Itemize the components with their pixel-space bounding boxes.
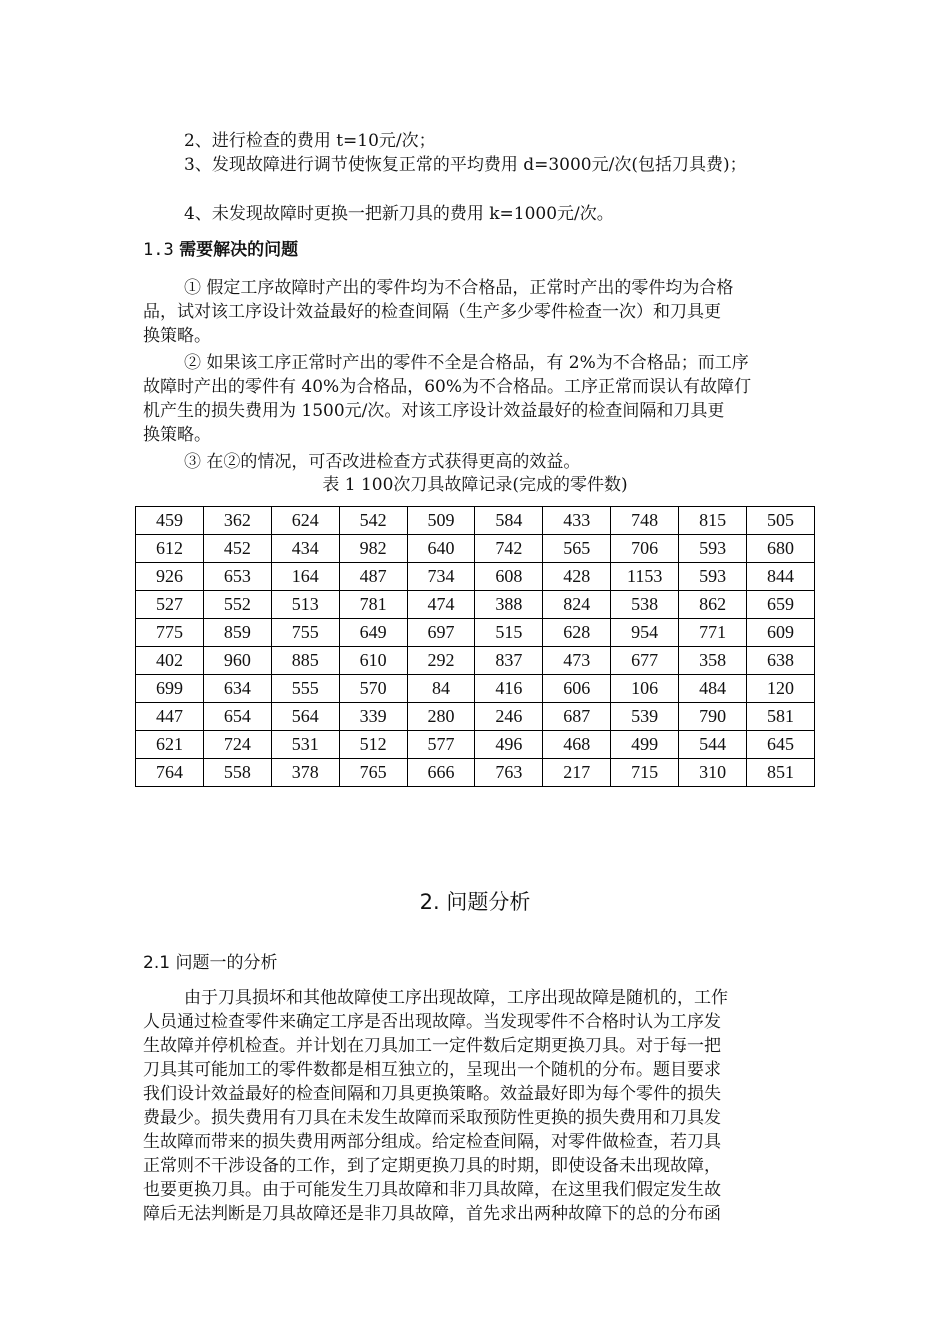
table-cell: 106 xyxy=(611,675,679,703)
table-cell: 577 xyxy=(407,731,475,759)
table-row xyxy=(136,619,815,647)
table-cell: 120 xyxy=(747,675,815,703)
problem-1-line-3: 换策略。 xyxy=(143,326,211,346)
table-cell: 837 xyxy=(475,647,543,675)
table-cell: 697 xyxy=(407,619,475,647)
table-cell: 844 xyxy=(747,563,815,591)
table-cell: 926 xyxy=(136,563,204,591)
analysis-line-1: 由于刀具损坏和其他故障使工序出现故障，工序出现故障是随机的，工作 xyxy=(184,988,728,1008)
problem-2-line-3: 机产生的损失费用为 1500元/次。对该工序设计效益最好的检查间隔和刀具更 xyxy=(143,401,725,421)
table-cell: 742 xyxy=(475,535,543,563)
table-row xyxy=(136,731,815,759)
table-cell: 982 xyxy=(339,535,407,563)
table-cell: 734 xyxy=(407,563,475,591)
table-cell: 790 xyxy=(679,703,747,731)
table-cell: 748 xyxy=(611,507,679,535)
table-cell: 584 xyxy=(475,507,543,535)
table-cell: 581 xyxy=(747,703,815,731)
analysis-line-7: 生故障而带来的损失费用两部分组成。给定检查间隔，对零件做检查，若刀具 xyxy=(143,1132,721,1152)
table-cell: 654 xyxy=(203,703,271,731)
table-cell: 781 xyxy=(339,591,407,619)
table-cell: 402 xyxy=(136,647,204,675)
table-cell: 680 xyxy=(747,535,815,563)
table-cell: 447 xyxy=(136,703,204,731)
table-cell: 606 xyxy=(543,675,611,703)
table-cell: 640 xyxy=(407,535,475,563)
table-cell: 515 xyxy=(475,619,543,647)
problem-3-line-1: ③ 在②的情况，可否改进检查方式获得更高的效益。 xyxy=(184,452,581,472)
table-cell: 513 xyxy=(271,591,339,619)
table-cell: 362 xyxy=(203,507,271,535)
table-cell: 659 xyxy=(747,591,815,619)
table-cell: 542 xyxy=(339,507,407,535)
table-cell: 496 xyxy=(475,731,543,759)
problem-2-line-4: 换策略。 xyxy=(143,425,211,445)
table-row xyxy=(136,647,815,675)
table-cell: 539 xyxy=(611,703,679,731)
table-cell: 608 xyxy=(475,563,543,591)
table-cell: 292 xyxy=(407,647,475,675)
table-cell: 468 xyxy=(543,731,611,759)
problem-2-line-1: ② 如果该工序正常时产出的零件不全是合格品，有 2%为不合格品；而工序 xyxy=(184,353,749,373)
analysis-line-4: 刀具其可能加工的零件数都是相互独立的，呈现出一个随机的分布。题目要求 xyxy=(143,1060,721,1080)
table-cell: 378 xyxy=(271,759,339,787)
table-cell: 764 xyxy=(136,759,204,787)
table-row xyxy=(136,675,815,703)
table-cell: 706 xyxy=(611,535,679,563)
cost-item-repair: 3、发现故障进行调节使恢复正常的平均费用 d=3000元/次(包括刀具费)； xyxy=(184,155,747,175)
table-cell: 699 xyxy=(136,675,204,703)
table-cell: 763 xyxy=(475,759,543,787)
table-cell: 715 xyxy=(611,759,679,787)
table-cell: 310 xyxy=(679,759,747,787)
table-cell: 505 xyxy=(747,507,815,535)
table-cell: 666 xyxy=(407,759,475,787)
table-cell: 217 xyxy=(543,759,611,787)
table-cell: 388 xyxy=(475,591,543,619)
problem-1-line-1: ① 假定工序故障时产出的零件均为不合格品，正常时产出的零件均为合格 xyxy=(184,278,734,298)
table-cell: 512 xyxy=(339,731,407,759)
table-cell: 621 xyxy=(136,731,204,759)
table-row xyxy=(136,759,815,787)
table-cell: 609 xyxy=(747,619,815,647)
section-2-1-title: 2.1 问题一的分析 xyxy=(143,953,278,973)
table-cell: 960 xyxy=(203,647,271,675)
table-cell: 280 xyxy=(407,703,475,731)
table-cell: 434 xyxy=(271,535,339,563)
table-cell: 775 xyxy=(136,619,204,647)
table-cell: 954 xyxy=(611,619,679,647)
table-cell: 509 xyxy=(407,507,475,535)
table-cell: 628 xyxy=(543,619,611,647)
analysis-line-8: 正常则不干涉设备的工作，到了定期更换刀具的时期，即使设备未出现故障， xyxy=(143,1156,721,1176)
table-cell: 851 xyxy=(747,759,815,787)
table-cell: 859 xyxy=(203,619,271,647)
table-cell: 634 xyxy=(203,675,271,703)
section-heading-1-3 xyxy=(143,238,298,262)
cost-item-replacement: 4、未发现故障时更换一把新刀具的费用 k=1000元/次。 xyxy=(184,204,614,224)
table-caption: 表 1 100次刀具故障记录(完成的零件数) xyxy=(322,475,628,495)
analysis-line-3: 生故障并停机检查。并计划在刀具加工一定件数后定期更换刀具。对于每一把 xyxy=(143,1036,721,1056)
table-cell: 416 xyxy=(475,675,543,703)
table-cell: 459 xyxy=(136,507,204,535)
table-cell: 610 xyxy=(339,647,407,675)
table-cell: 649 xyxy=(339,619,407,647)
table-cell: 84 xyxy=(407,675,475,703)
table-cell: 246 xyxy=(475,703,543,731)
section-number: 1.3 xyxy=(143,240,174,260)
analysis-line-10: 障后无法判断是刀具故障还是非刀具故障，首先求出两种故障下的总的分布函 xyxy=(143,1204,721,1224)
table-cell: 653 xyxy=(203,563,271,591)
table-cell: 824 xyxy=(543,591,611,619)
table-cell: 428 xyxy=(543,563,611,591)
table-cell: 1153 xyxy=(611,563,679,591)
table-cell: 638 xyxy=(747,647,815,675)
table-cell: 452 xyxy=(203,535,271,563)
table-row xyxy=(136,563,815,591)
table-cell: 565 xyxy=(543,535,611,563)
problem-1-line-2: 品，试对该工序设计效益最好的检查间隔（生产多少零件检查一次）和刀具更 xyxy=(143,302,721,322)
table-row xyxy=(136,703,815,731)
chapter-2-title: 2. 问题分析 xyxy=(419,890,531,914)
table-cell: 645 xyxy=(747,731,815,759)
analysis-line-5: 我们设计效益最好的检查间隔和刀具更换策略。效益最好即为每个零件的损失 xyxy=(143,1084,721,1104)
table-cell: 544 xyxy=(679,731,747,759)
table-cell: 473 xyxy=(543,647,611,675)
table-cell: 815 xyxy=(679,507,747,535)
table-cell: 531 xyxy=(271,731,339,759)
tool-failure-table xyxy=(135,506,815,787)
table-cell: 558 xyxy=(203,759,271,787)
problem-2-line-2: 故障时产出的零件有 40%为合格品，60%为不合格品。工序正常而误认有故障仃 xyxy=(143,377,751,397)
table-cell: 624 xyxy=(271,507,339,535)
table-row xyxy=(136,535,815,563)
table-cell: 474 xyxy=(407,591,475,619)
table-cell: 755 xyxy=(271,619,339,647)
analysis-line-6: 费最少。损失费用有刀具在未发生故障而采取预防性更换的损失费用和刀具发 xyxy=(143,1108,721,1128)
table-row xyxy=(136,507,815,535)
table-cell: 564 xyxy=(271,703,339,731)
table-cell: 724 xyxy=(203,731,271,759)
table-cell: 765 xyxy=(339,759,407,787)
table-cell: 885 xyxy=(271,647,339,675)
section-title: 需要解决的问题 xyxy=(179,240,299,260)
table-cell: 570 xyxy=(339,675,407,703)
table-cell: 538 xyxy=(611,591,679,619)
table-cell: 612 xyxy=(136,535,204,563)
table-cell: 862 xyxy=(679,591,747,619)
analysis-line-9: 也要更换刀具。由于可能发生刀具故障和非刀具故障，在这里我们假定发生故 xyxy=(143,1180,721,1200)
cost-item-inspection: 2、进行检查的费用 t=10元/次； xyxy=(184,131,436,151)
table-cell: 358 xyxy=(679,647,747,675)
table-cell: 593 xyxy=(679,563,747,591)
table-cell: 339 xyxy=(339,703,407,731)
table-cell: 527 xyxy=(136,591,204,619)
table-row xyxy=(136,591,815,619)
table-cell: 593 xyxy=(679,535,747,563)
table-cell: 677 xyxy=(611,647,679,675)
table-cell: 555 xyxy=(271,675,339,703)
table-cell: 771 xyxy=(679,619,747,647)
table-cell: 487 xyxy=(339,563,407,591)
table-cell: 164 xyxy=(271,563,339,591)
table-cell: 499 xyxy=(611,731,679,759)
table-cell: 433 xyxy=(543,507,611,535)
table-cell: 484 xyxy=(679,675,747,703)
table-cell: 687 xyxy=(543,703,611,731)
analysis-line-2: 人员通过检查零件来确定工序是否出现故障。当发现零件不合格时认为工序发 xyxy=(143,1012,721,1032)
table-cell: 552 xyxy=(203,591,271,619)
